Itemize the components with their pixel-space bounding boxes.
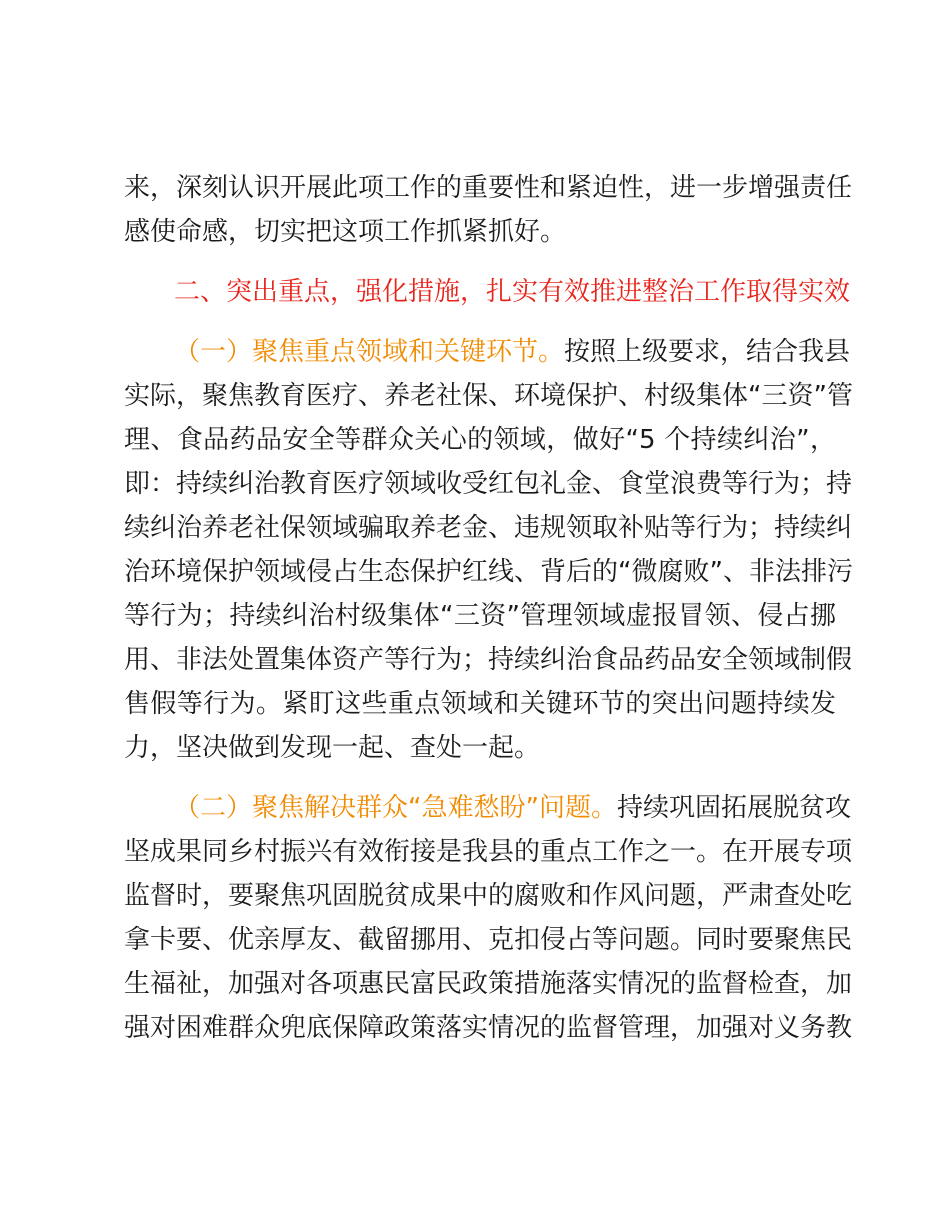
paragraph-line: 实际，聚焦教育医疗、养老社保、环境保护、村级集体“三资”管 (124, 381, 853, 411)
subsection-title: （二）聚焦解决群众“急难愁盼”问题。 (174, 793, 617, 823)
paragraph-line: 感使命感，切实把这项工作抓紧抓好。 (124, 217, 567, 247)
paragraph-line: 治环境保护领域侵占生态保护红线、背后的“微腐败”、非法排污 (124, 557, 853, 587)
paragraph-line: 强对困难群众兜底保障政策落实情况的监督管理，加强对义务教 (124, 1013, 853, 1043)
paragraph-line: 等行为；持续纠治村级集体“三资”管理领域虚报冒领、侵占挪 (124, 601, 836, 631)
paragraph-line: 售假等行为。紧盯这些重点领域和关键环节的突出问题持续发 (124, 689, 836, 719)
paragraph-line: 坚成果同乡村振兴有效衔接是我县的重点工作之一。在开展专项 (124, 837, 853, 867)
paragraph-text: 持续巩固拓展脱贫攻 (616, 793, 851, 823)
paragraph-line: 力，坚决做到发现一起、查处一起。 (124, 733, 541, 763)
paragraph-line: 用、非法处置集体资产等行为；持续纠治食品药品安全领域制假 (124, 645, 853, 675)
paragraph-line: 拿卡要、优亲厚友、截留挪用、克扣侵占等问题。同时要聚焦民 (124, 925, 853, 955)
subsection-first-line (0, 330, 950, 374)
subsection-title: （一）聚焦重点领域和关键环节。 (174, 337, 565, 367)
paragraph-line: 即：持续纠治教育医疗领域收受红包礼金、食堂浪费等行为；持 (124, 469, 853, 499)
paragraph-text: 按照上级要求，结合我县 (564, 337, 851, 367)
paragraph-line: 理、食品药品安全等群众关心的领域，做好“5 个持续纠治”， (124, 425, 836, 455)
paragraph-line: 生福祉，加强对各项惠民富民政策措施落实情况的监督检查，加 (124, 969, 853, 999)
paragraph-line: 来，深刻认识开展此项工作的重要性和紧迫性，进一步增强责任 (124, 173, 853, 203)
paragraph-line: 续纠治养老社保领域骗取养老金、违规领取补贴等行为；持续纠 (124, 513, 853, 543)
subsection-first-line (0, 786, 950, 830)
section-heading: 二、突出重点，强化措施，扎实有效推进整治工作取得实效 (174, 277, 851, 307)
paragraph-line: 监督时，要聚焦巩固脱贫成果中的腐败和作风问题，严肃查处吃 (124, 881, 853, 911)
